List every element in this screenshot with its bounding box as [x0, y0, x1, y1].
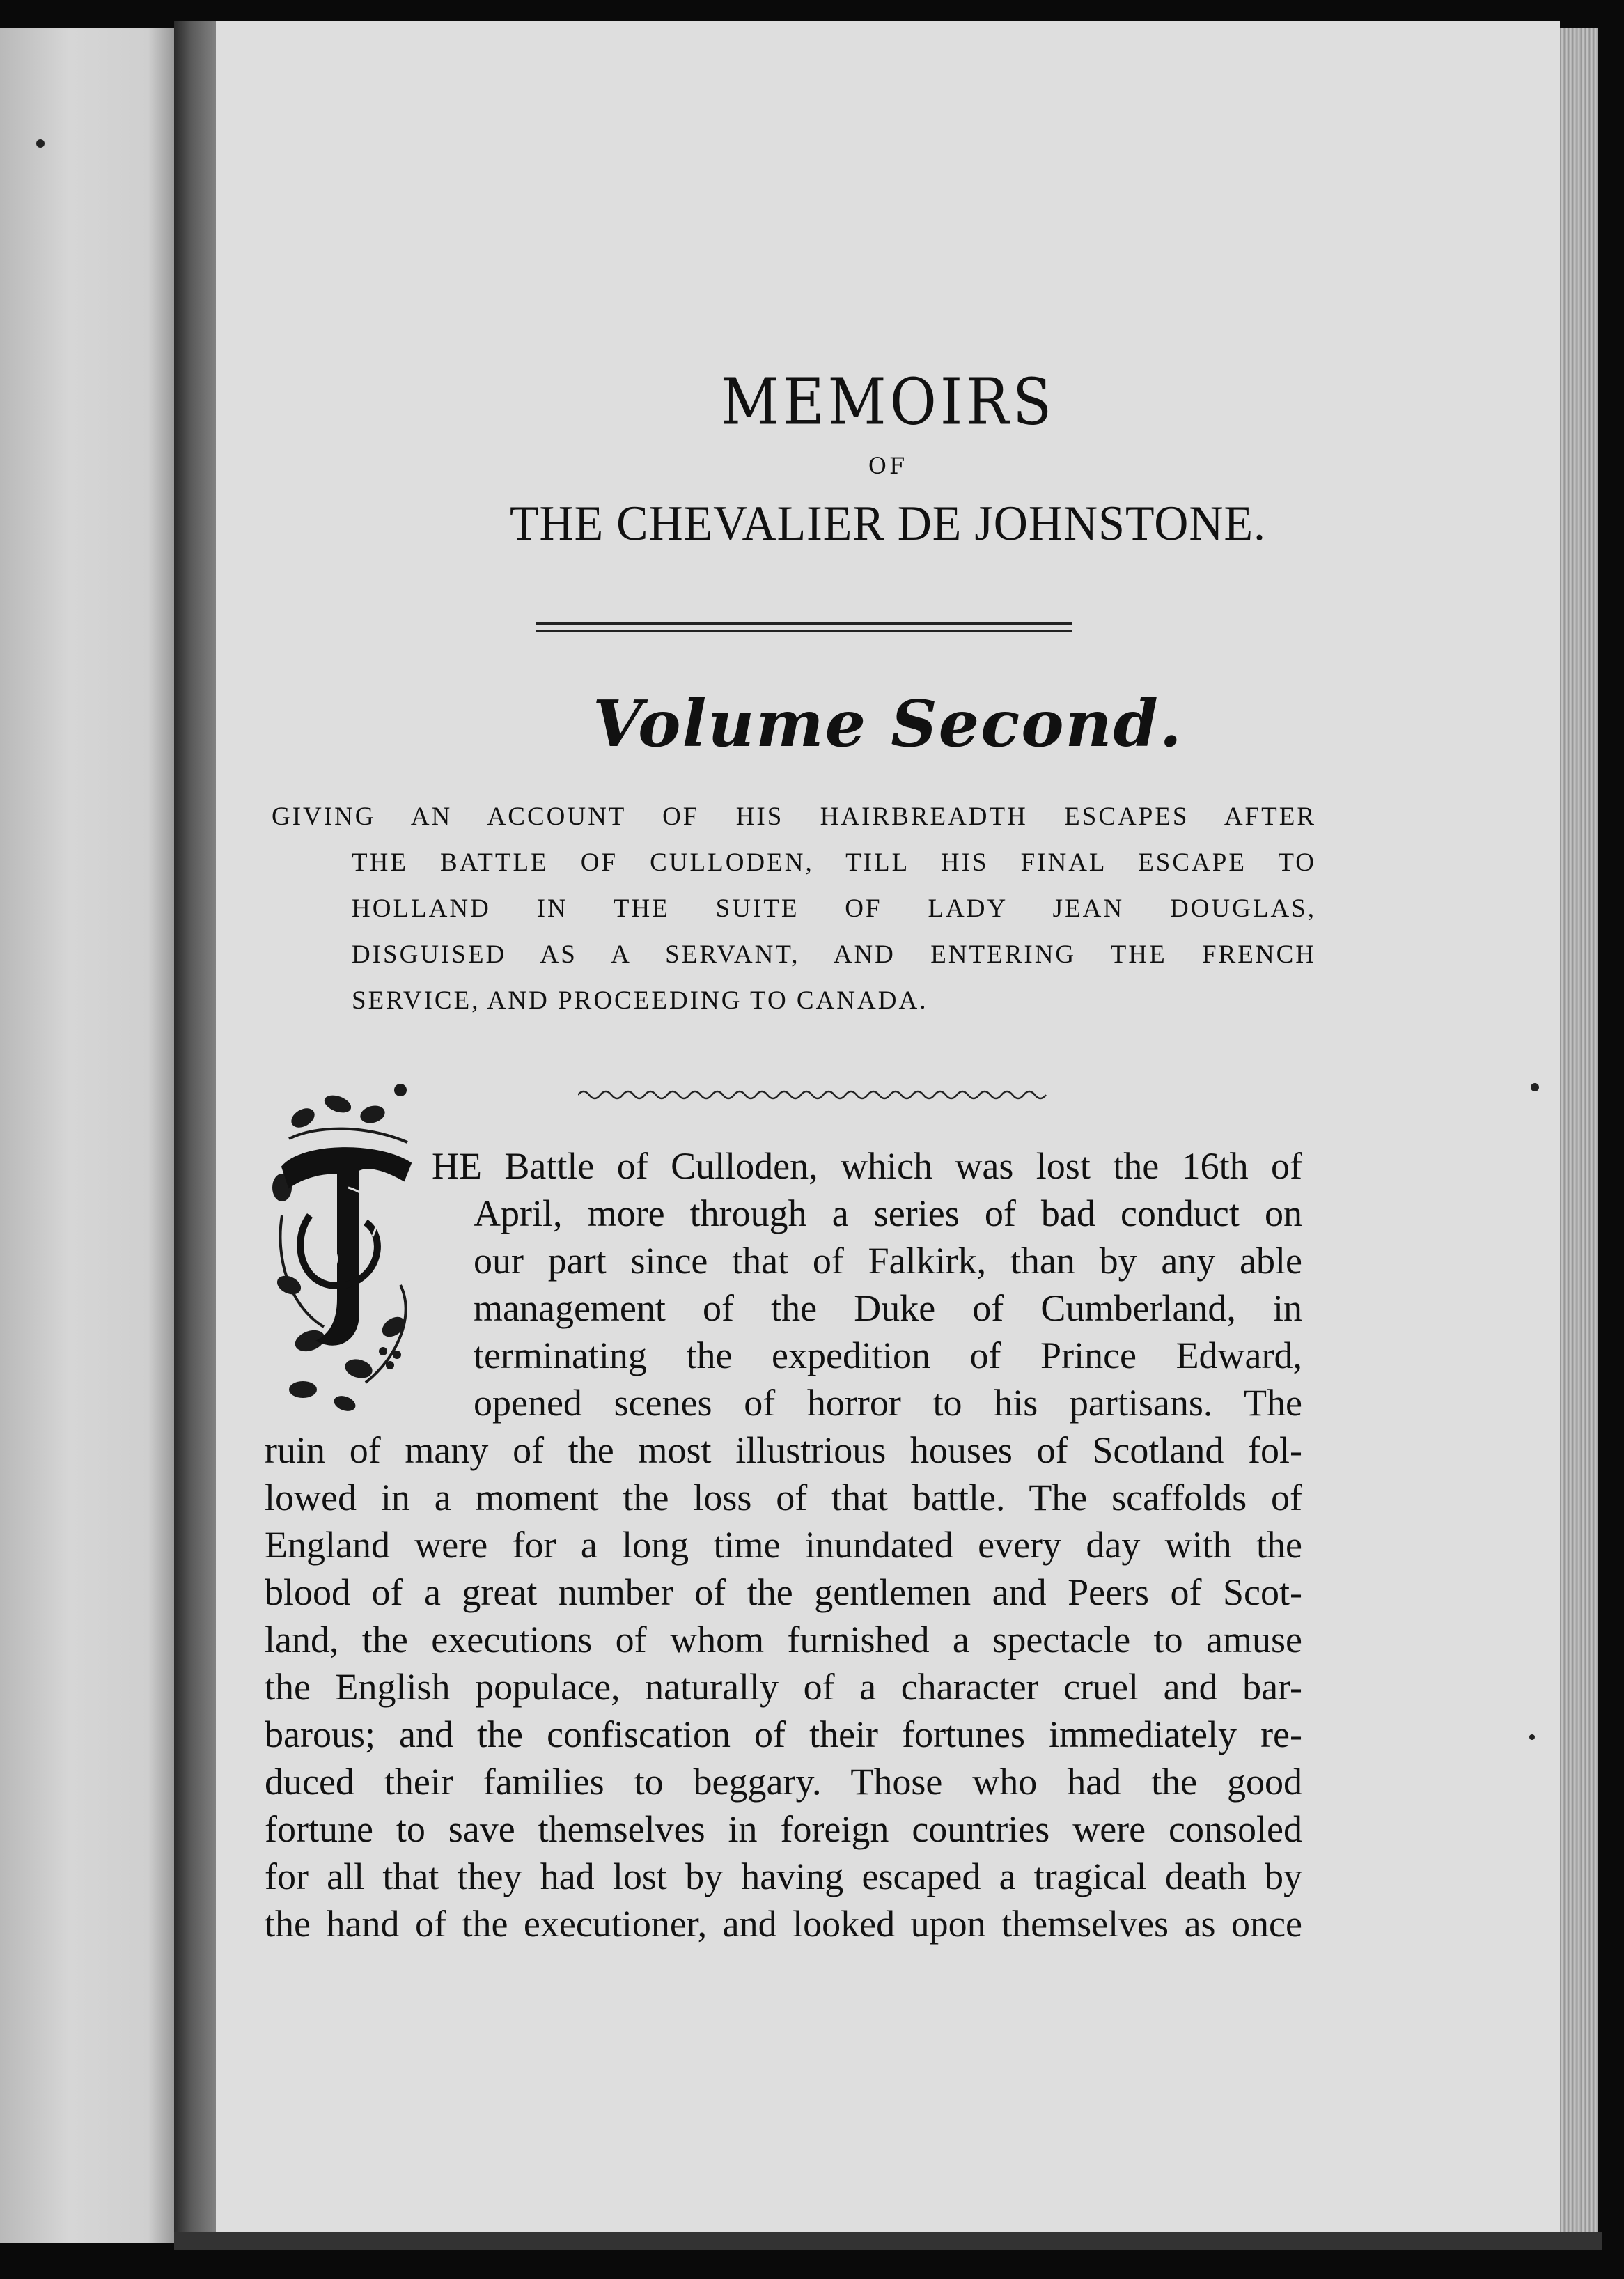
body-line: fortune to save themselves in foreign countries were consoled — [265, 1808, 1302, 1850]
body-line: terminating the expedition of Prince Edward, — [474, 1335, 1302, 1376]
description-line: HOLLAND IN THE SUITE OF LADY JEAN DOUGLAS, — [352, 894, 1316, 923]
body-line: barous; and the confiscation of their fortunes immediately re- — [265, 1713, 1302, 1755]
body-line: April, more through a series of bad conduct on — [474, 1192, 1302, 1234]
page-fore-edge — [1560, 28, 1598, 2243]
description-line: DISGUISED AS A SERVANT, AND ENTERING THE FRENCH — [352, 940, 1316, 969]
facing-page-edge — [0, 28, 174, 2243]
body-paragraph — [265, 1142, 1302, 1947]
dust-speck — [36, 139, 45, 148]
body-line: duced their families to beggary. Those who had the good — [265, 1761, 1302, 1803]
body-line: for all that they had lost by having escaped a tragical death by — [265, 1856, 1302, 1897]
body-line: management of the Duke of Cumberland, in — [474, 1287, 1302, 1329]
wavy-ornament-rule — [578, 1087, 1052, 1103]
title-rule-thick — [536, 622, 1072, 625]
dust-speck — [1529, 1734, 1535, 1740]
body-line: ruin of many of the most illustrious houses of Scotland fol- — [265, 1429, 1302, 1471]
volume-description — [272, 794, 1316, 1024]
body-line: lowed in a moment the loss of that battle. The scaffolds of — [265, 1477, 1302, 1518]
body-line: land, the executions of whom furnished a spectacle to amuse — [265, 1619, 1302, 1660]
title-memoirs: MEMOIRS — [720, 365, 1056, 440]
description-line: THE BATTLE OF CULLODEN, TILL HIS FINAL ESCAPE TO — [352, 848, 1316, 877]
title-subject: THE CHEVALIER DE JOHNSTONE. — [509, 495, 1266, 551]
body-line: HE Battle of Culloden, which was lost the 16th of — [432, 1145, 1302, 1187]
description-line: SERVICE, AND PROCEEDING TO CANADA. — [352, 986, 928, 1015]
dust-speck — [1531, 1083, 1539, 1091]
title-rule-thin — [536, 630, 1072, 632]
title-of: OF — [868, 453, 908, 479]
body-line: opened scenes of horror to his partisans. The — [474, 1382, 1302, 1424]
body-line: the hand of the executioner, and looked upon themselves as once — [265, 1903, 1302, 1945]
volume-heading: Volume Second. — [593, 686, 1183, 761]
description-line: GIVING AN ACCOUNT OF HIS HAIRBREADTH ESCAPES AFTER — [272, 802, 1316, 831]
body-line: the English populace, naturally of a character cruel and bar- — [265, 1666, 1302, 1708]
scan-bottom-shadow — [174, 2232, 1602, 2250]
body-line: England were for a long time inundated every day with the — [265, 1524, 1302, 1566]
body-line: blood of a great number of the gentlemen and Peers of Scot- — [265, 1571, 1302, 1613]
body-line: our part since that of Falkirk, than by any able — [474, 1240, 1302, 1282]
